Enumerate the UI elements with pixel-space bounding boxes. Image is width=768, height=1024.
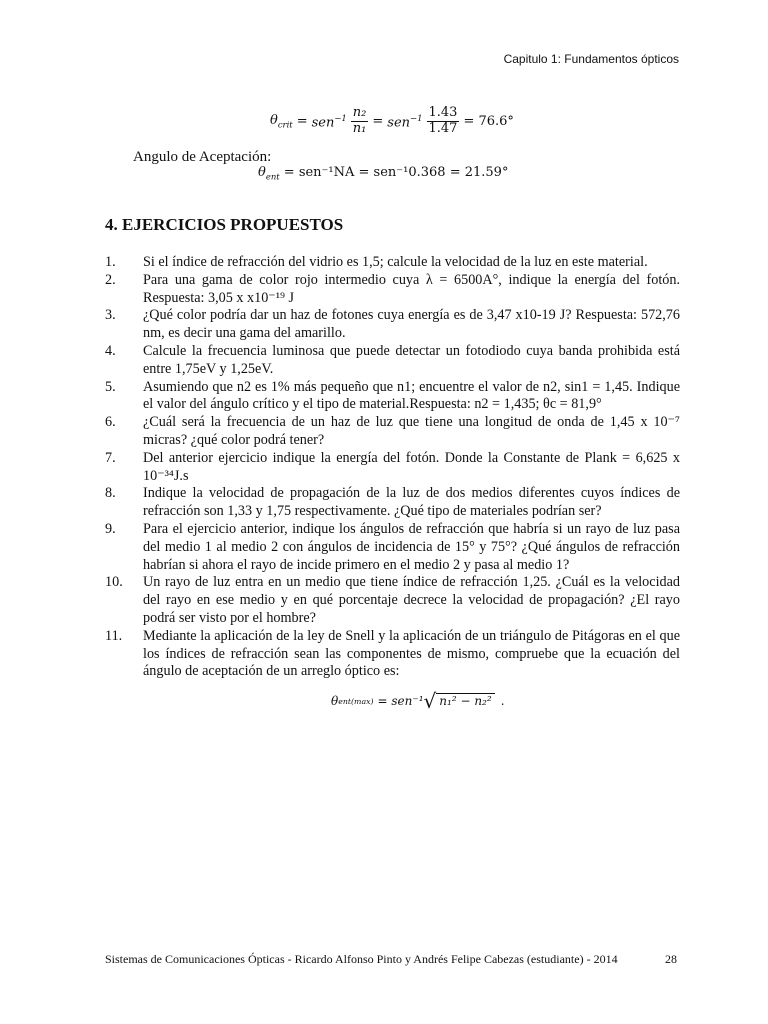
- exercise-text: Un rayo de luz entra en un medio que tiene índice de refracción 1,25. ¿Cuál es la velocidad del rayo en ese medio y en qué porcentaje decrece la velocidad de propagación? ¿El rayo podrá ser visto por el hombre?: [143, 574, 680, 626]
- exercise-text: Mediante la aplicación de la ley de Snell y la aplicación de un triángulo de Pitágoras en el que los índices de refracción sean las componentes de mismo, compruebe que la ecuación del ángulo de aceptación de un arreglo óptico es:: [143, 627, 680, 680]
- fraction-denominator: 1.47: [428, 120, 458, 136]
- exercise-item: [105, 485, 680, 521]
- equals-sign: =: [372, 113, 384, 129]
- exercise-item: [105, 343, 680, 379]
- exercise-number: 7.: [105, 449, 116, 466]
- theta-symbol: θ: [331, 694, 339, 708]
- exercise-text: ¿Qué color podría dar un haz de fotones cuya energía es de 3,47 x10-19 J? Respuesta: 572,76 nm, es decir una gama del amarillo.: [143, 307, 680, 342]
- acceptance-angle-equation: [258, 165, 508, 182]
- numeric-fraction: [427, 106, 460, 137]
- trailing-period: .: [500, 694, 505, 708]
- exercise-text: Asumiendo que n2 es 1% más pequeño que n1; encuentre el valor de n2, sin1 = 1,45. Indique el valor del ángulo crítico y el tipo de material.Respuesta: n2 = 1,435; θc = 81,9°: [143, 378, 680, 413]
- exercise-number: 9.: [105, 520, 116, 537]
- chapter-header: Capitulo 1: Fundamentos ópticos: [503, 52, 679, 66]
- square-root: [424, 691, 495, 711]
- page-number: 28: [665, 952, 677, 966]
- page-footer: Sistemas de Comunicaciones Ópticas - Ricardo Alfonso Pinto y Andrés Felipe Cabezas (estudiante) - 2014: [105, 952, 618, 966]
- exercise-text: Para el ejercicio anterior, indique los ángulos de refracción que habría si un rayo de luz pasa del medio 1 al medio 2 con ángulos de incidencia de 15° y 75°? ¿Qué ángulos de refracción habrían si ahora el rayo de incide primero en el medio 2 y pasa al medio 1?: [143, 520, 680, 573]
- exercise-number: 11.: [105, 627, 123, 644]
- exercise-number: 1.: [105, 254, 116, 270]
- acceptance-angle-expression: = sen⁻¹NA = sen⁻¹0.368 = 21.59°: [283, 165, 509, 180]
- exercise-item: [105, 254, 680, 272]
- exercise-item: [105, 450, 680, 486]
- exercise-text: Para una gama de color rojo intermedio cuya λ = 6500A°, indique la energía del fotón. Respuesta: 3,05 x x10⁻¹⁹ J: [143, 271, 680, 306]
- exercise-text: Calcule la frecuencia luminosa que puede detectar un fotodiodo cuya banda prohibida está entre 1,75eV y 1,25eV.: [143, 342, 680, 377]
- fraction-denominator: n₁: [352, 120, 367, 136]
- radical-sign-icon: √: [423, 689, 437, 713]
- exercise-item: [105, 379, 680, 415]
- exercise-list: [105, 254, 680, 681]
- exercise-number: 3.: [105, 307, 116, 324]
- exercise-number: 4.: [105, 342, 116, 359]
- exercise-number: 2.: [105, 271, 116, 288]
- exercise-number: 8.: [105, 485, 116, 502]
- exercise-number: 5.: [105, 378, 116, 395]
- theta-subscript: ent: [265, 171, 280, 182]
- sen-inverse: sen$^{-1}$: [311, 112, 347, 131]
- exercise-item: [105, 272, 680, 308]
- critical-angle-equation: [270, 106, 514, 137]
- critical-angle-result: = 76.6°: [463, 113, 514, 129]
- radicand: n₁² − n₂²: [436, 693, 494, 708]
- sen-inverse: = sen⁻¹: [377, 694, 424, 708]
- exercise-number: 6.: [105, 414, 116, 431]
- exercise-item: [105, 574, 680, 627]
- fraction-numerator: 1.43: [428, 105, 458, 120]
- exercise-text: Si el índice de refracción del vidrio es 1,5; calcule la velocidad de la luz en este material.: [143, 254, 648, 270]
- equals-sign: =: [296, 113, 308, 129]
- theta-symbol: θ: [258, 165, 266, 180]
- theta-subscript: ent(max): [338, 696, 374, 706]
- exercise-text: ¿Cuál será la frecuencia de un haz de luz que tiene una longitud de onda de 1,45 x 10⁻⁷ micras? ¿qué color podrá tener?: [143, 414, 680, 448]
- fraction-numerator: n₂: [352, 105, 367, 120]
- exercise-number: 10.: [105, 574, 123, 591]
- n2-over-n1-fraction: [351, 106, 369, 137]
- max-acceptance-angle-equation: [331, 691, 505, 711]
- acceptance-angle-label: Angulo de Aceptación:: [133, 149, 272, 165]
- sen-inverse: sen$^{-1}$: [387, 112, 423, 131]
- exercise-text: Indique la velocidad de propagación de la luz de dos medios diferentes cuyos índices de refracción son 1,33 y 1,75 respectivamente. ¿Qué tipo de materiales podrían ser?: [143, 485, 680, 520]
- exercise-item: [105, 414, 680, 450]
- section-title: 4. EJERCICIOS PROPUESTOS: [105, 215, 344, 234]
- exercise-item: [105, 521, 680, 574]
- exercise-item: [105, 307, 680, 343]
- exercise-item: [105, 628, 680, 681]
- theta-symbol: $\theta_{crit}$: [270, 113, 293, 130]
- exercise-text: Del anterior ejercicio indique la energía del fotón. Donde la Constante de Plank = 6,625 x 10⁻³⁴J.s: [143, 449, 680, 484]
